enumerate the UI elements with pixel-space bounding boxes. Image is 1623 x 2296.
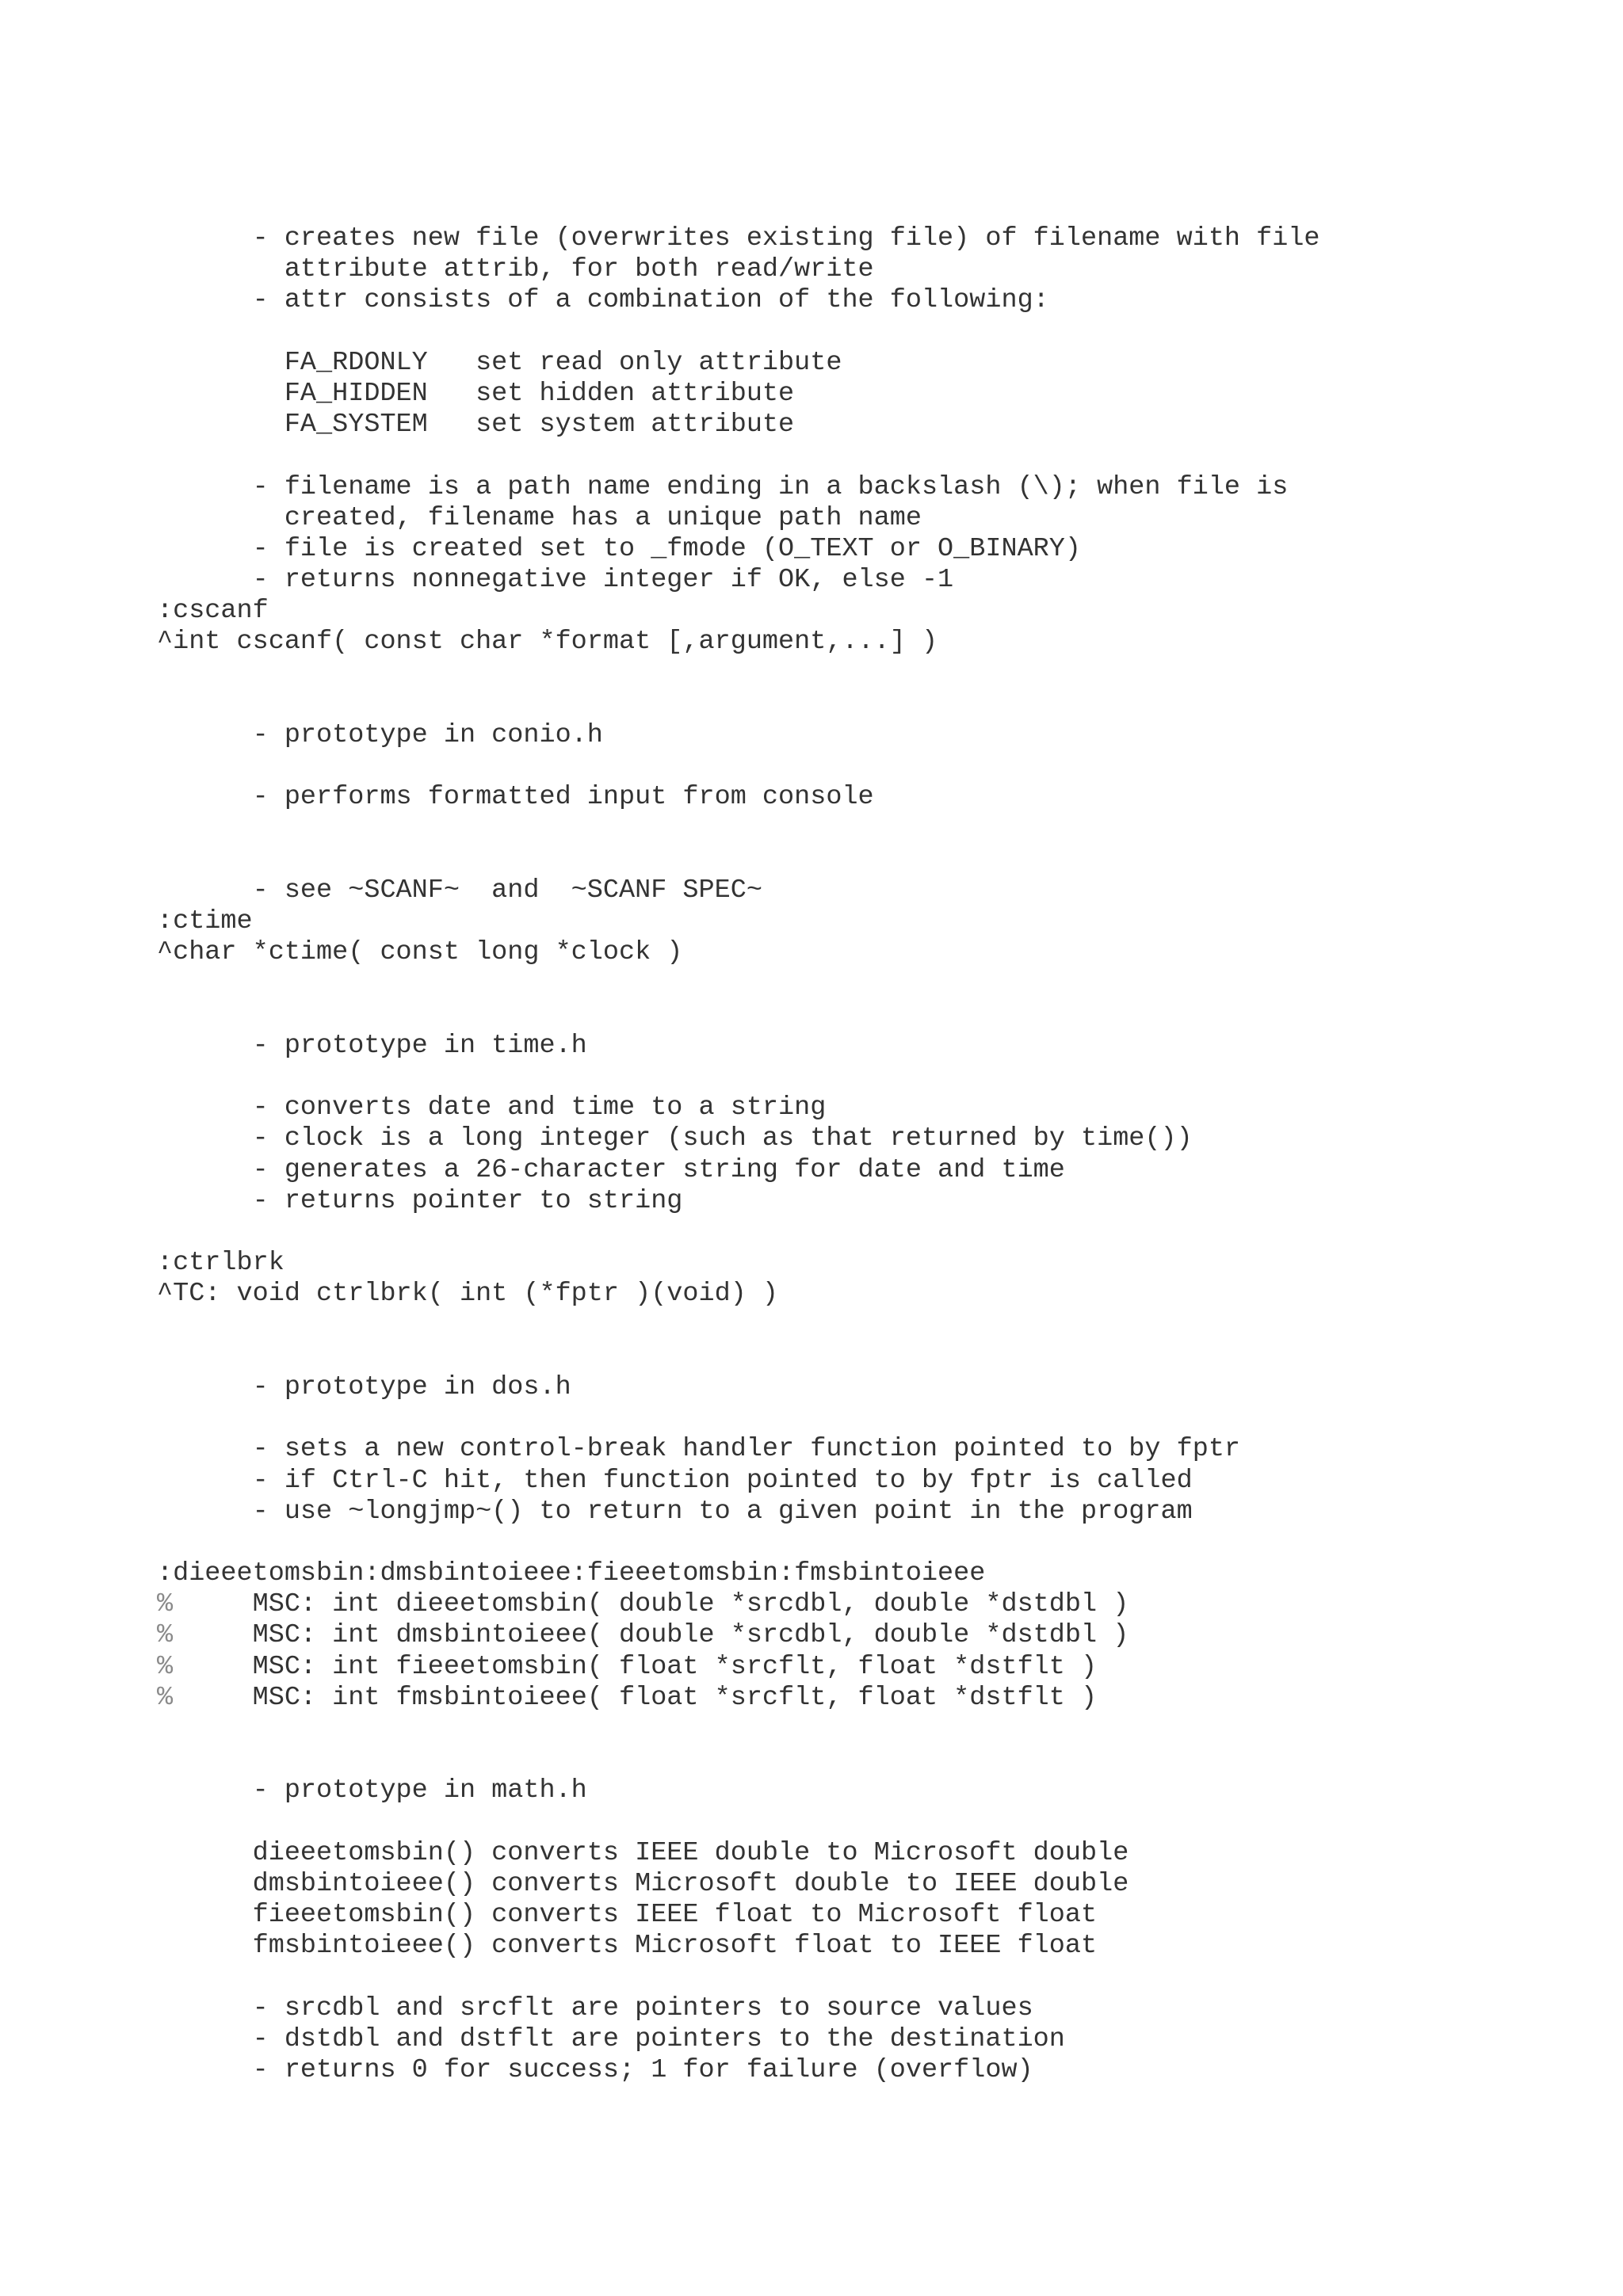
blank-line (157, 1062, 1583, 1093)
text-line: dieeetomsbin() converts IEEE double to Microsoft double (157, 1837, 1129, 1868)
text-line: :ctime (157, 906, 253, 937)
text-line: FA_HIDDEN set hidden attribute (157, 378, 795, 409)
blank-line (157, 751, 1583, 782)
text-line: - if Ctrl-C hit, then function pointed to by fptr is called (157, 1465, 1193, 1496)
blank-line (157, 441, 1583, 471)
text-line: fmsbintoieee() converts Microsoft float to IEEE float (157, 1931, 1098, 1962)
text-line: FA_RDONLY set read only attribute (157, 347, 842, 378)
document-text (157, 223, 1583, 2086)
text-line: - dstdbl and dstflt are pointers to the destination (157, 2023, 1065, 2054)
text-line: - prototype in dos.h (157, 1371, 571, 1402)
blank-line (157, 658, 1583, 689)
text-line: ^TC: void ctrlbrk( int (*fptr )(void) ) (157, 1279, 779, 1310)
blank-line (157, 689, 1583, 720)
text-line: - returns 0 for success; 1 for failure (overflow) (157, 2055, 1033, 2086)
blank-line (157, 1217, 1583, 1248)
text-line: - prototype in time.h (157, 1030, 587, 1061)
text-line: :ctrlbrk (157, 1248, 285, 1279)
blank-line (157, 1962, 1583, 1993)
blank-line (157, 317, 1583, 348)
text-line: - sets a new control-break handler function pointed to by fptr (157, 1434, 1241, 1465)
text-line: - filename is a path name ending in a backslash (\); when file is (157, 471, 1289, 502)
text-line: ^char *ctime( const long *clock ) (157, 937, 683, 968)
text-line: - see ~SCANF~ and ~SCANF SPEC~ (157, 875, 762, 906)
blank-line (157, 1745, 1583, 1775)
text-line: - converts date and time to a string (157, 1093, 827, 1123)
blank-line (157, 1807, 1583, 1838)
text-line: - srcdbl and srcflt are pointers to source values (157, 1993, 1033, 2023)
text-line: :dieeetomsbin:dmsbintoieee:fieeetomsbin:fmsbintoieee (157, 1558, 986, 1589)
text-line: dmsbintoieee() converts Microsoft double to IEEE double (157, 1868, 1129, 1899)
blank-line (157, 1310, 1583, 1341)
text-line: - use ~longjmp~() to return to a given point in the program (157, 1496, 1193, 1527)
text-line: - returns pointer to string (157, 1185, 683, 1216)
text-line: - file is created set to _fmode (O_TEXT or O_BINARY) (157, 533, 1081, 564)
blank-line (157, 1341, 1583, 1372)
blank-line (157, 969, 1583, 1000)
text-line: :cscanf (157, 596, 269, 627)
text-line: % MSC: int dieeetomsbin( double *srcdbl, double *dstdbl ) (157, 1589, 1129, 1620)
text-line: - attr consists of a combination of the following: (157, 285, 1049, 316)
blank-line (157, 814, 1583, 845)
text-line: FA_SYSTEM set system attribute (157, 410, 795, 441)
blank-line (157, 845, 1583, 875)
text-line: - returns nonnegative integer if OK, else -1 (157, 565, 954, 596)
percent-marker: % (157, 1589, 174, 1620)
text-line: created, filename has a unique path name (157, 502, 922, 533)
blank-line (157, 1714, 1583, 1745)
text-line: % MSC: int fieeetomsbin( float *srcflt, float *dstflt ) (157, 1651, 1098, 1682)
text-line: - prototype in math.h (157, 1775, 587, 1806)
blank-line (157, 1000, 1583, 1031)
blank-line (157, 1527, 1583, 1558)
percent-marker: % (157, 1620, 174, 1651)
text-line: % MSC: int fmsbintoieee( float *srcflt, float *dstflt ) (157, 1682, 1098, 1713)
text-line: - prototype in conio.h (157, 720, 603, 750)
text-line: - clock is a long integer (such as that returned by time()) (157, 1123, 1193, 1154)
percent-marker: % (157, 1682, 174, 1713)
text-line: attribute attrib, for both read/write (157, 254, 874, 285)
text-line: % MSC: int dmsbintoieee( double *srcdbl, double *dstdbl ) (157, 1620, 1129, 1651)
text-line: ^int cscanf( const char *format [,argument,...] ) (157, 627, 938, 658)
text-line: fieeetomsbin() converts IEEE float to Microsoft float (157, 1900, 1098, 1931)
percent-marker: % (157, 1651, 174, 1682)
blank-line (157, 1403, 1583, 1434)
text-line: - creates new file (overwrites existing file) of filename with file (157, 223, 1320, 254)
text-line: - generates a 26-character string for date and time (157, 1154, 1065, 1185)
text-line: - performs formatted input from console (157, 782, 874, 813)
